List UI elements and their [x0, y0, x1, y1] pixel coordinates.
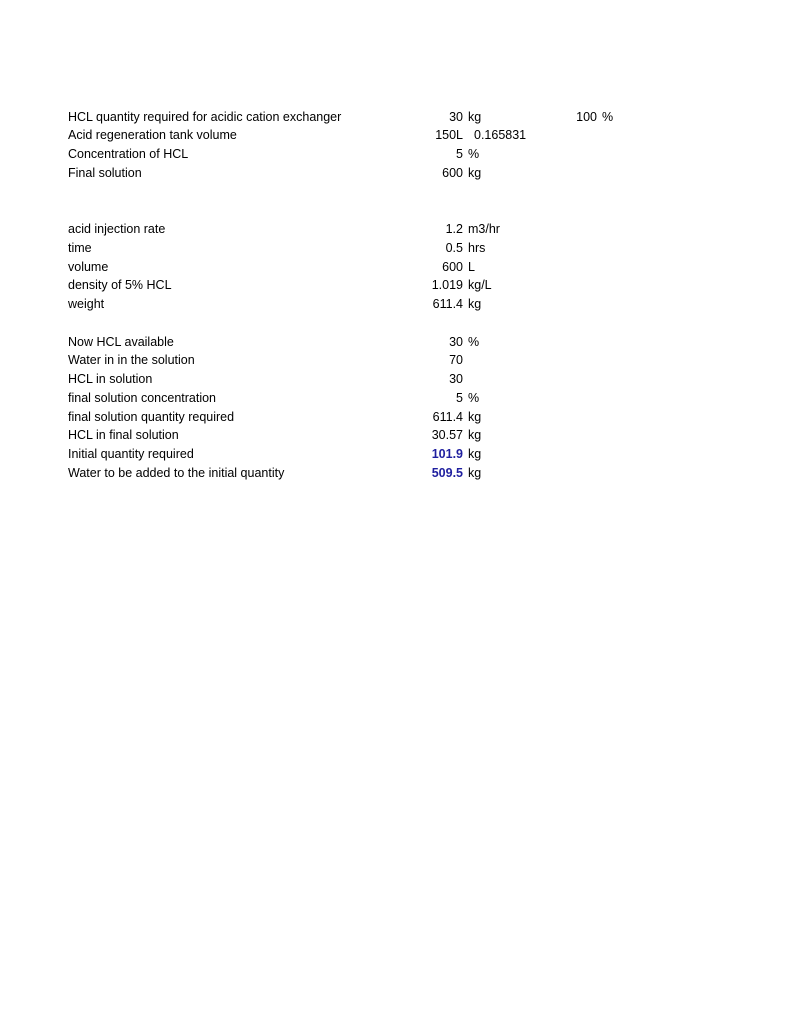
row-label: final solution quantity required: [68, 410, 235, 424]
row-label: Water to be added to the initial quantity: [68, 466, 285, 480]
row-unit: L: [468, 260, 475, 274]
row-extra-unit: %: [602, 110, 614, 124]
row-time: [0, 239, 791, 257]
row-unit: kg: [468, 466, 482, 480]
row-value: 600: [442, 260, 463, 274]
row-value: 70: [449, 353, 463, 367]
row-unit: %: [468, 147, 480, 161]
row-volume: [0, 258, 791, 276]
row-value: 30.57: [431, 428, 463, 442]
row-value: 600: [442, 166, 463, 180]
row-acid-injection-rate: [0, 220, 791, 238]
row-extra-value: 100: [576, 110, 597, 124]
row-label: weight: [68, 297, 105, 311]
row-unit: m3/hr: [468, 222, 500, 236]
row-hcl-quantity-required: [0, 108, 791, 126]
row-initial-quantity-required: [0, 445, 791, 463]
row-unit: kg: [468, 447, 482, 461]
row-value: 30: [449, 372, 463, 386]
row-value: 5: [456, 391, 463, 405]
row-label: time: [68, 241, 92, 255]
row-unit: kg: [468, 428, 482, 442]
row-value: 1.2: [445, 222, 463, 236]
row-now-hcl-available: [0, 333, 791, 351]
row-hcl-in-solution: [0, 370, 791, 388]
row-label: HCL in solution: [68, 372, 153, 386]
row-final-solution-quantity-required: [0, 408, 791, 426]
row-value: 150L: [435, 128, 463, 142]
row-concentration-of-hcl: [0, 145, 791, 163]
row-label: Concentration of HCL: [68, 147, 189, 161]
row-unit: kg/L: [468, 278, 492, 292]
row-label: volume: [68, 260, 109, 274]
row-value: 1.019: [431, 278, 463, 292]
row-unit: kg: [468, 166, 482, 180]
row-label: Initial quantity required: [68, 447, 194, 461]
row-unit: %: [468, 391, 480, 405]
row-density-of-5pct-hcl: [0, 276, 791, 294]
row-unit: kg: [468, 110, 482, 124]
row-value: 30: [449, 110, 463, 124]
row-label: HCL quantity required for acidic cation exchanger: [68, 110, 342, 124]
row-label: final solution concentration: [68, 391, 217, 405]
row-hcl-in-final-solution: [0, 426, 791, 444]
row-unit: kg: [468, 297, 482, 311]
row-water-in-solution: [0, 351, 791, 369]
row-value: 5: [456, 147, 463, 161]
row-value: 0.5: [445, 241, 463, 255]
row-value: 30: [449, 335, 463, 349]
row-label: HCL in final solution: [68, 428, 179, 442]
row-value-highlighted: 509.5: [431, 466, 463, 480]
row-value: 611.4: [432, 297, 463, 311]
row-label: Water in in the solution: [68, 353, 195, 367]
row-label: Final solution: [68, 166, 142, 180]
row-label: acid injection rate: [68, 222, 166, 236]
row-acid-regeneration-tank-volume: [0, 126, 791, 144]
row-final-solution-concentration: [0, 389, 791, 407]
row-unit: hrs: [468, 241, 486, 255]
row-value-highlighted: 101.9: [431, 447, 463, 461]
row-label: Acid regeneration tank volume: [68, 128, 237, 142]
row-unit: %: [468, 335, 480, 349]
row-water-to-be-added: [0, 464, 791, 482]
row-final-solution: [0, 164, 791, 182]
row-label: Now HCL available: [68, 335, 174, 349]
row-unit: 0.165831: [474, 128, 527, 142]
row-label: density of 5% HCL: [68, 278, 172, 292]
row-value: 611.4: [432, 410, 463, 424]
row-weight: [0, 295, 791, 313]
row-unit: kg: [468, 410, 482, 424]
